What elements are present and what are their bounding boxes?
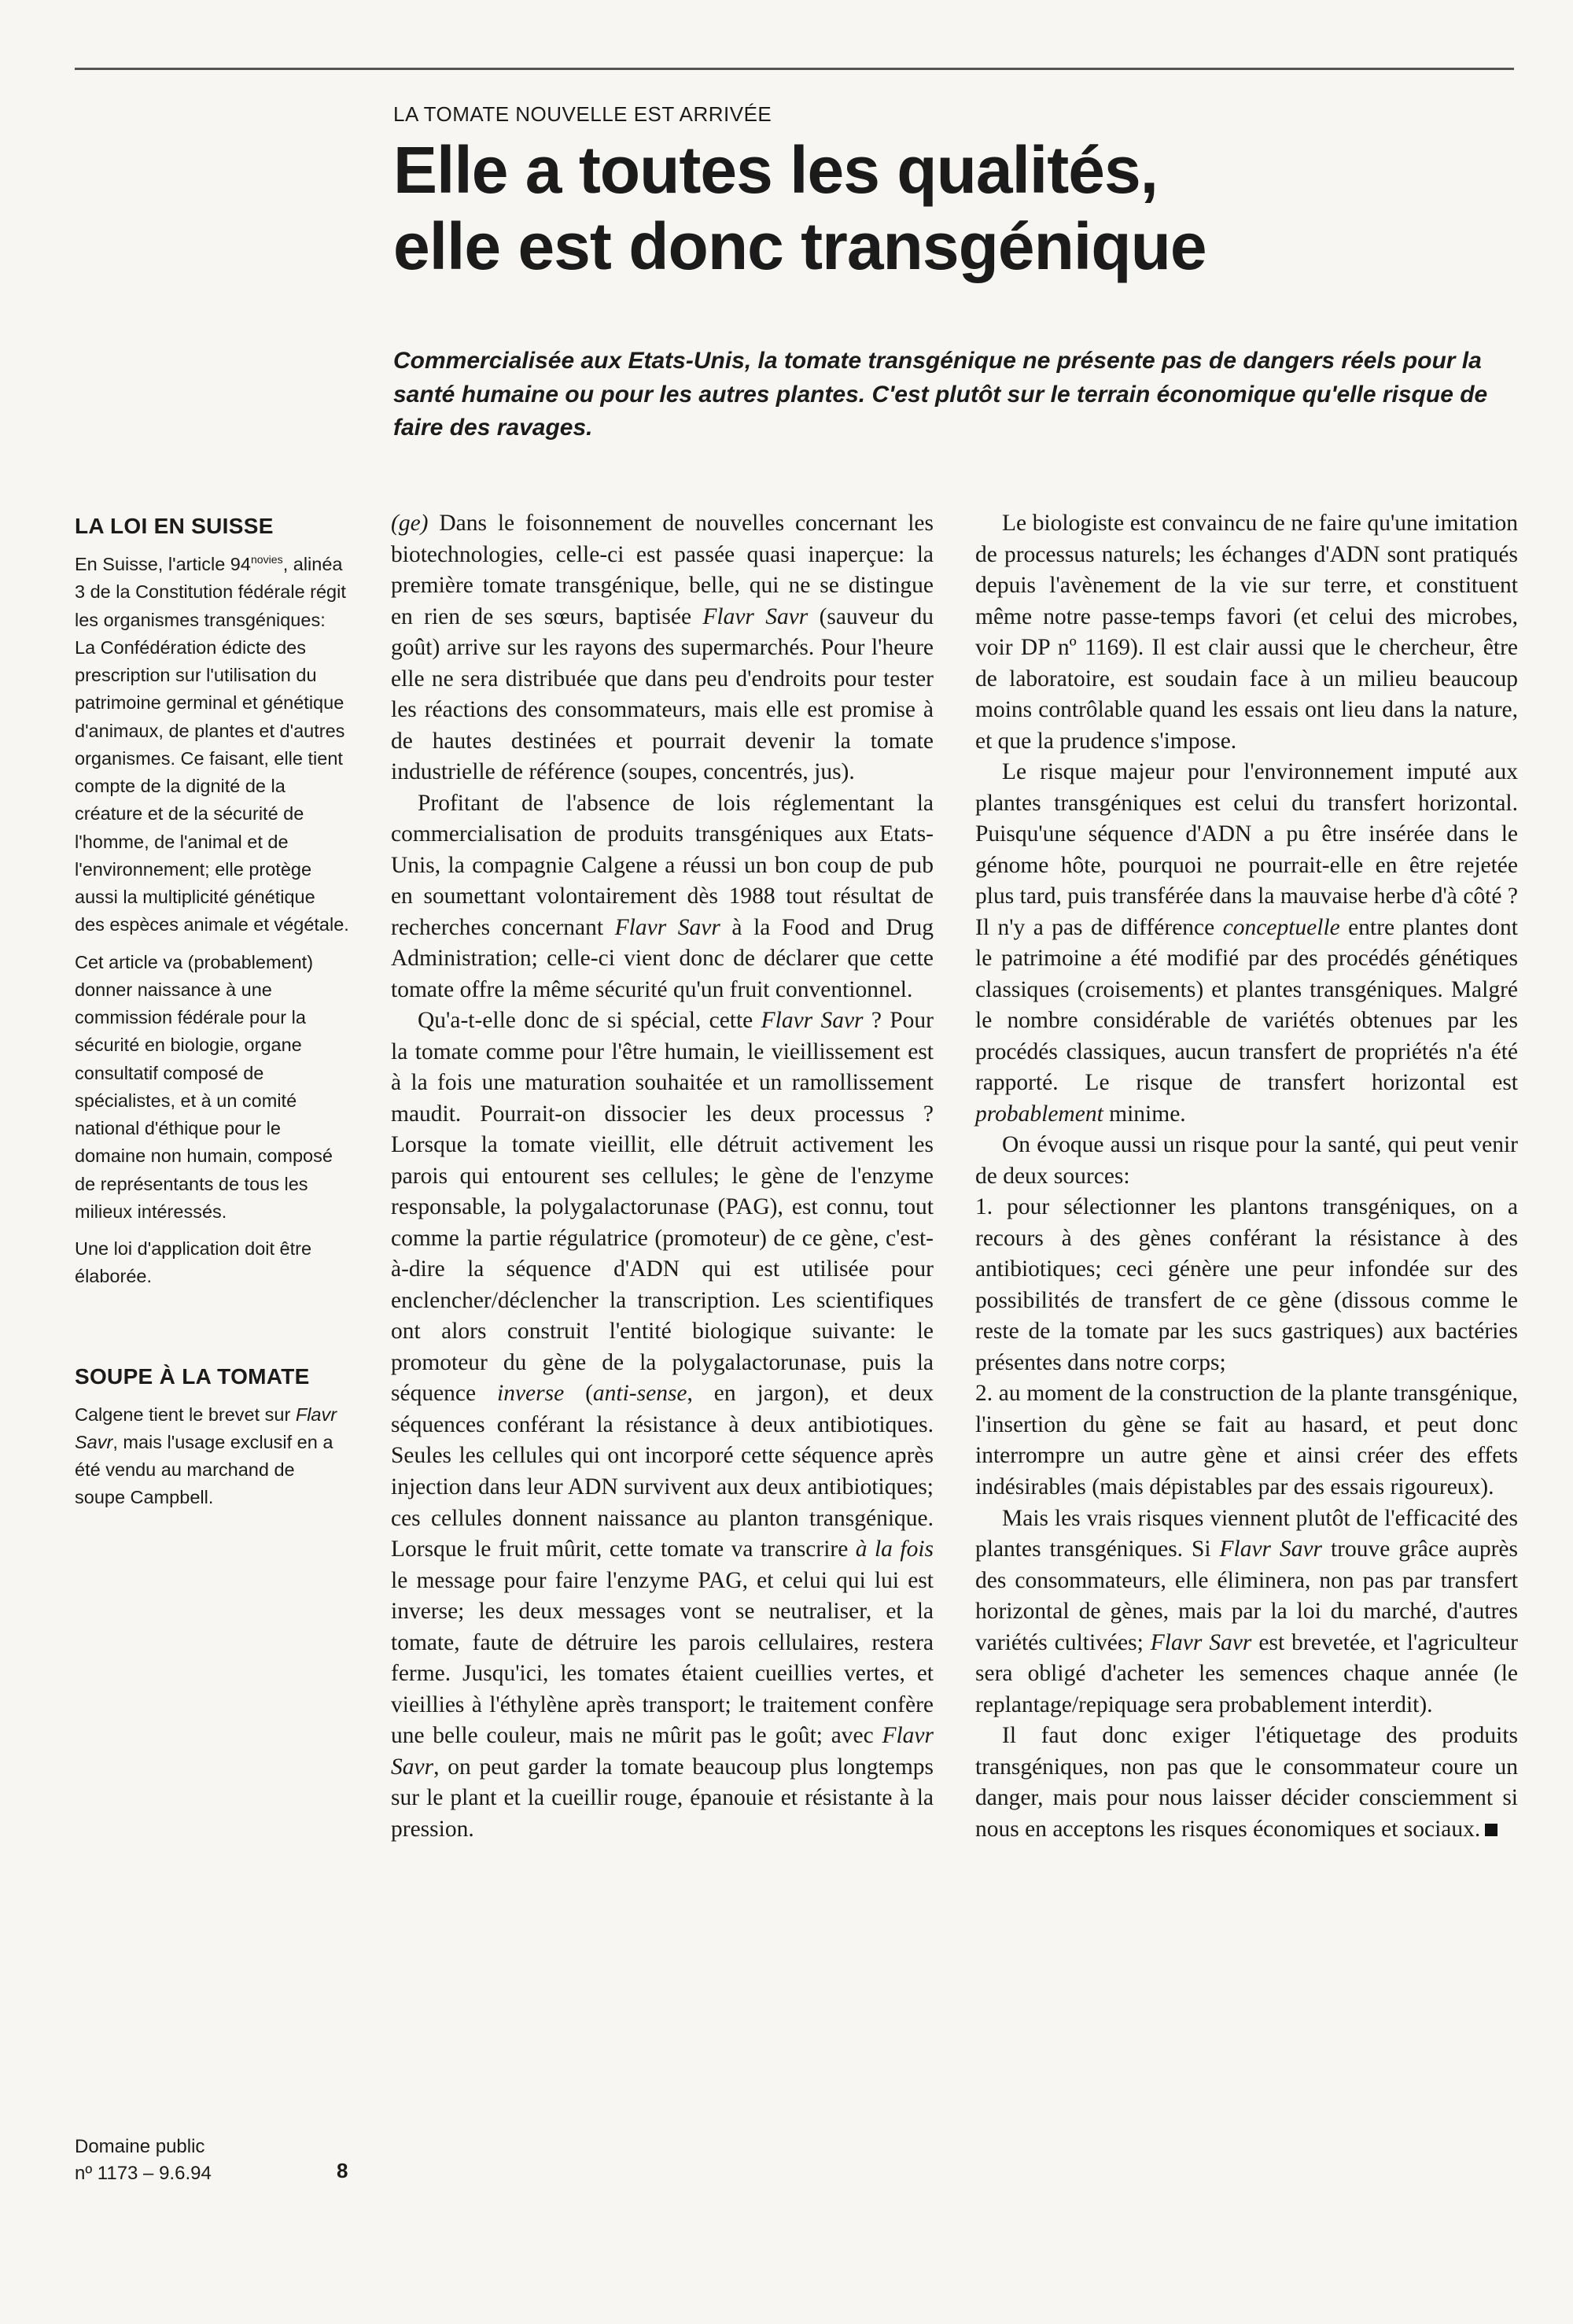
- italic-run: Flavr Savr: [702, 603, 809, 629]
- article-title: [393, 132, 1494, 286]
- text-run: Calgene tient le brevet sur: [75, 1404, 296, 1425]
- list-item: 2. au moment de la construction de la plante transgénique, l'insertion du gène se fait au hasard, et peut donc interrompre un autre gène et ainsi créer des effets indésirables (mais dépistables par des essais rigoureux).: [975, 1381, 1518, 1500]
- italic-run: Flavr Savr: [75, 1404, 337, 1452]
- sidebar-paragraph: Cet article va (probablement) donner naissance à une commission fédérale pour la sécurité en biologie, organe consultatif composé de spécialistes, et à un comité national d'éthique pour le domaine non humain, composé de représentants de tous les milieux intéressés.: [75, 951, 333, 1222]
- sidebar-paragraph: Une loi d'application doit être élaborée.: [75, 1238, 312, 1287]
- italic-run: Flavr Savr: [614, 914, 720, 940]
- body-paragraph: [391, 1005, 934, 1845]
- text-run: Dans le foisonnement de nouvelles concernant les biotechnologies, celle-ci est passée quasi inaperçue: la première tomate transgénique, belle, qui ne se distingue en rien de ses sœurs, baptisée: [391, 511, 934, 629]
- text-run: entre plantes dont le patrimoine a été modifié par des procédés génétiques classiques (croisements) et plantes transgéniques. Malgré le nombre considérable de variétés obtenues par les procédés classiques, aucun transfert de propriétés n'a été rapporté. Le risque de transfert horizontal est: [975, 914, 1518, 1096]
- text-run: Profitant de l'absence de lois réglementant la commercialisation de produits transgéniques aux Etats-Unis, la compagnie Calgene a réussi un bon coup de pub en soumettant volontairement dès 1988 tout résultat de recherches concernant: [391, 790, 934, 940]
- italic-run: probablement: [975, 1101, 1103, 1127]
- sidebar: [75, 510, 350, 1522]
- page-number: 8: [337, 2159, 348, 2182]
- text-run: , en jargon), et deux séquences conférant la résistance à deux antibiotiques. Seules les cellules qui ont incorporé cette séquence après injection dans leur ADN survivent aux deux antibiotiques; ces cellules donnent naissance au planton transgénique. Lorsque le fruit mûrit, cette tomate va transcrire: [391, 1381, 934, 1562]
- title-line-1: Elle a toutes les qualités,: [393, 133, 1159, 207]
- text-run: le message pour faire l'enzyme PAG, et celui qui lui est inverse; les deux messages vont se neutraliser, et la tomate, faute de détruire les parois cellulaires, restera ferme. Jusqu'ici, les tomates étaient cueillies vertes, et vieillies à l'éthylène après transport; le traitement confère une belle couleur, mais ne mûrit pas le goût; avec: [391, 1567, 934, 1749]
- sidebar-box-swiss-law: [75, 510, 350, 1291]
- body-column-1: [391, 508, 934, 1845]
- body-paragraph: Le biologiste est convaincu de ne faire qu'une imitation de processus naturels; les échanges d'ADN sont pratiqués depuis l'avènement de la vie sur terre, et constituent même notre passe-temps favori (et celui des microbes, voir DP nº 1169). Il est clair aussi que le chercheur, être de laboratoire, est soudain face à un milieu beaucoup moins contrôlable quand les essais ont lieu dans la nature, et que la prudence s'impose.: [975, 511, 1518, 754]
- italic-run: Flavr Savr: [1219, 1536, 1323, 1562]
- sidebar-heading: SOUPE À LA TOMATE: [75, 1363, 310, 1389]
- text-run: (sauveur du goût) arrive sur les rayons des supermarchés. Pour l'heure elle ne sera distribuée que dans peu d'endroits pour tester les réactions des consommateurs, mais elle est promise à de hautes destinées et pourrait devenir la tomate industrielle de référence (soupes, concentrés, jus).: [391, 603, 934, 785]
- text-run: , mais l'usage exclusif en a été vendu au marchand de soupe Campbell.: [75, 1431, 333, 1508]
- text-run: , alinéa 3 de la Constitution fédérale régit les organismes transgéniques: La Confédération édicte des prescription sur l'utilisation du patrimoine germinal et génétique d'animaux, de plantes et d'autres organismes. Ce faisant, elle tient compte de la dignité de la créature et de la sécurité de l'homme, de l'animal et de l'environnement; elle protège aussi la multiplicité génétique des espèces animale et végétale.: [75, 554, 349, 935]
- sidebar-paragraph: [75, 1401, 350, 1512]
- text-run: Il faut donc exiger l'étiquetage des produits transgéniques, non pas que le consommateur coure un danger, mais pour nous laisser décider consciemment si nous en acceptons les risques économiques et sociaux.: [975, 1723, 1518, 1842]
- sidebar-heading: LA LOI EN SUISSE: [75, 514, 274, 538]
- sidebar-paragraph: [75, 551, 350, 939]
- body-column-2: [975, 508, 1518, 1845]
- text-run: En Suisse, l'article 94: [75, 554, 251, 574]
- end-of-article-mark: [1485, 1824, 1497, 1836]
- article-lead: Commercialisée aux Etats-Unis, la tomate transgénique ne présente pas de dangers réels pour la santé humaine ou pour les autres plantes. C'est plutôt sur le terrain économique qu'elle risque de faire des ravages.: [393, 348, 1488, 441]
- text-run: (: [564, 1381, 593, 1407]
- publication-name: Domaine public: [75, 2136, 205, 2157]
- article-kicker: LA TOMATE NOUVELLE EST ARRIVÉE: [393, 102, 772, 126]
- italic-run: anti-sense: [592, 1381, 687, 1407]
- text-run: à la Food and Drug Administration; celle-ci vient donc de déclarer que cette tomate offre la même sécurité qu'un fruit conventionnel.: [391, 914, 934, 1002]
- sidebar-box-tomato-soup: [75, 1360, 350, 1512]
- body-paragraph: [391, 508, 934, 788]
- text-run: Le risque majeur pour l'environnement imputé aux plantes transgéniques est celui du transfert horizontal. Puisqu'une séquence d'ADN a pu être insérée dans le génome hôte, pourquoi ne pourrait-elle en être rejetée plus tard, puis transférée dans la mauvaise herbe d'à côté ? Il n'y a pas de différence: [975, 759, 1518, 940]
- italic-run: Flavr Savr: [761, 1008, 864, 1034]
- body-paragraph: [391, 788, 934, 1006]
- italic-run: inverse: [497, 1381, 565, 1407]
- body-paragraph: On évoque aussi un risque pour la santé, qui peut venir de deux sources:: [975, 1132, 1518, 1189]
- italic-run: conceptuelle: [1222, 914, 1340, 940]
- title-line-2: elle est donc transgénique: [393, 209, 1206, 284]
- text-run: Mais les vrais risques viennent plutôt de l'efficacité des plantes transgéniques. Si: [975, 1505, 1518, 1562]
- text-run: Qu'a-t-elle donc de si spécial, cette: [418, 1008, 761, 1034]
- italic-run: Flavr Savr: [1150, 1629, 1252, 1655]
- author-initials: (ge): [391, 511, 429, 536]
- list-item: 1. pour sélectionner les plantons transgéniques, on a recours à des gènes conférant la résistance à des antibiotiques; ceci génère une peur infondée sur des possibilités de transfert de ce gène (dissous comme le reste de la tomate par les sucs gastriques) aux bactéries présentes dans notre corps;: [975, 1194, 1518, 1375]
- superscript: novies: [250, 553, 283, 566]
- top-rule: [75, 68, 1514, 70]
- body-paragraph: [975, 757, 1518, 1130]
- italic-run: à la fois: [855, 1536, 934, 1562]
- body-paragraph: [975, 1503, 1518, 1721]
- page-footer: [75, 2134, 358, 2186]
- body-paragraph: [975, 1721, 1518, 1845]
- text-run: trouve grâce auprès des consommateurs, elle éliminera, non pas par transfert horizontal de gènes, mais par la loi du marché, d'autres variétés cultivées;: [975, 1536, 1518, 1655]
- issue-info: nº 1173 – 9.6.94: [75, 2162, 212, 2184]
- text-run: , on peut garder la tomate beaucoup plus longtemps sur le plant et la cueillir rouge, épanouie et résistante à la pression.: [391, 1754, 934, 1842]
- italic-run: Flavr Savr: [391, 1723, 934, 1780]
- text-run: minime.: [1103, 1101, 1186, 1127]
- text-run: est brevetée, et l'agriculteur sera obligé d'acheter les semences chaque année (le replantage/repiquage sera probablement interdit).: [975, 1629, 1519, 1717]
- text-run: ? Pour la tomate comme pour l'être humain, le vieillissement est à la fois une maturation souhaitée et un ramollissement maudit. Pourrait-on dissocier les deux processus ? Lorsque la tomate vieillit, elle détruit activement les parois qui entourent ses cellules; le gène de l'enzyme responsable, la polygalactorunase (PAG), est connu, tout comme la partie régulatrice (promoteur) de ce gène, c'est-à-dire la séquence d'ADN qui est utilisée pour enclencher/déclencher la transcription. Les scientifiques ont alors construit l'entité biologique suivante: le promoteur du gène de la polygalactorunase, puis la séquence: [391, 1008, 934, 1407]
